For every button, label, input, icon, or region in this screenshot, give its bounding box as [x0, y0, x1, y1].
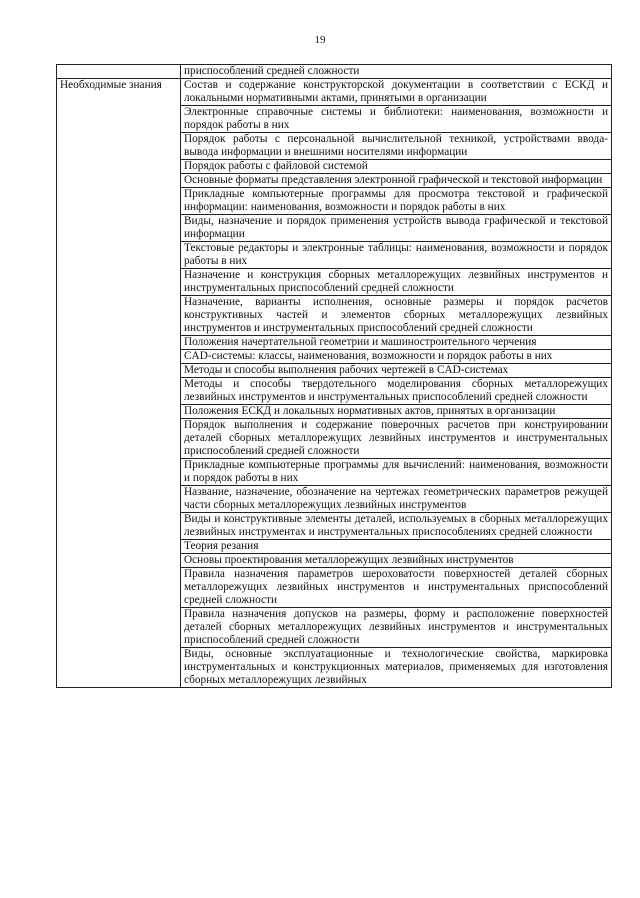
knowledge-item: Теория резания: [181, 540, 612, 554]
knowledge-item: Методы и способы твердотельного моделирования сборных металлорежущих лезвийных инструментов и инструментальных приспособлений средней сложности: [181, 378, 612, 405]
knowledge-item: Прикладные компьютерные программы для вычислений: наименования, возможности и порядок работы в них: [181, 459, 612, 486]
continuation-cell: приспособлений средней сложности: [181, 65, 612, 79]
knowledge-item: Порядок выполнения и содержание поверочных расчетов при конструировании деталей сборных металлорежущих лезвийных инструментов и инструментальных приспособлений средней сложности: [181, 419, 612, 459]
knowledge-item: Положения начертательной геометрии и машиностроительного черчения: [181, 336, 612, 350]
page-number: 19: [314, 34, 326, 46]
knowledge-item: Основные форматы представления электронной графической и текстовой информации: [181, 174, 612, 188]
knowledge-item: Назначение и конструкция сборных металлорежущих лезвийных инструментов и инструментальных приспособлений средней сложности: [181, 269, 612, 296]
knowledge-item: Порядок работы с файловой системой: [181, 160, 612, 174]
knowledge-item: CAD-системы: классы, наименования, возможности и порядок работы в них: [181, 350, 612, 364]
knowledge-item: Виды, основные эксплуатационные и технологические свойства, маркировка инструментальных и конструкционных материалов, применяемых для изготовления сборных металлорежущих лезвийных: [181, 648, 612, 688]
knowledge-item: Прикладные компьютерные программы для просмотра текстовой и графической информации: наименования, возможности и порядок работы в них: [181, 188, 612, 215]
knowledge-item: Правила назначения параметров шероховатости поверхностей деталей сборных металлорежущих лезвийных инструментов и инструментальных приспособлений средней сложности: [181, 568, 612, 608]
knowledge-item: Методы и способы выполнения рабочих чертежей в CAD-системах: [181, 364, 612, 378]
label-cell-empty: [57, 65, 181, 79]
knowledge-item: Виды, назначение и порядок применения устройств вывода графической и текстовой информации: [181, 215, 612, 242]
section-label: Необходимые знания: [60, 79, 162, 91]
knowledge-item: Электронные справочные системы и библиотеки: наименования, возможности и порядок работы в них: [181, 106, 612, 133]
knowledge-item: Виды и конструктивные элементы деталей, используемых в сборных металлорежущих лезвийных инструментах и инструментальных приспособлениях средней сложности: [181, 513, 612, 540]
section-label-cell: [57, 79, 181, 688]
knowledge-item: Назначение, варианты исполнения, основные размеры и порядок расчетов конструктивных частей и элементов сборных металлорежущих лезвийных инструментов и инструментальных приспособлений средней сложности: [181, 296, 612, 336]
knowledge-item: Текстовые редакторы и электронные таблицы: наименования, возможности и порядок работы в них: [181, 242, 612, 269]
requirements-table: [56, 64, 612, 688]
knowledge-item: Состав и содержание конструкторской документации в соответствии с ЕСКД и локальными нормативными актами, принятыми в организации: [181, 79, 612, 106]
table-row: [57, 79, 612, 106]
knowledge-item: Положения ЕСКД и локальных нормативных актов, принятых в организации: [181, 405, 612, 419]
knowledge-item: Правила назначения допусков на размеры, форму и расположение поверхностей деталей сборных металлорежущих лезвийных инструментов и инструментальных приспособлений средней сложности: [181, 608, 612, 648]
knowledge-item: Порядок работы с персональной вычислительной техникой, устройствами ввода-вывода информации и внешними носителями информации: [181, 133, 612, 160]
knowledge-item: Название, назначение, обозначение на чертежах геометрических параметров режущей части сборных металлорежущих лезвийных инструментов: [181, 486, 612, 513]
table-row-continuation: [57, 65, 612, 79]
table-body: [57, 65, 612, 688]
knowledge-item: Основы проектирования металлорежущих лезвийных инструментов: [181, 554, 612, 568]
